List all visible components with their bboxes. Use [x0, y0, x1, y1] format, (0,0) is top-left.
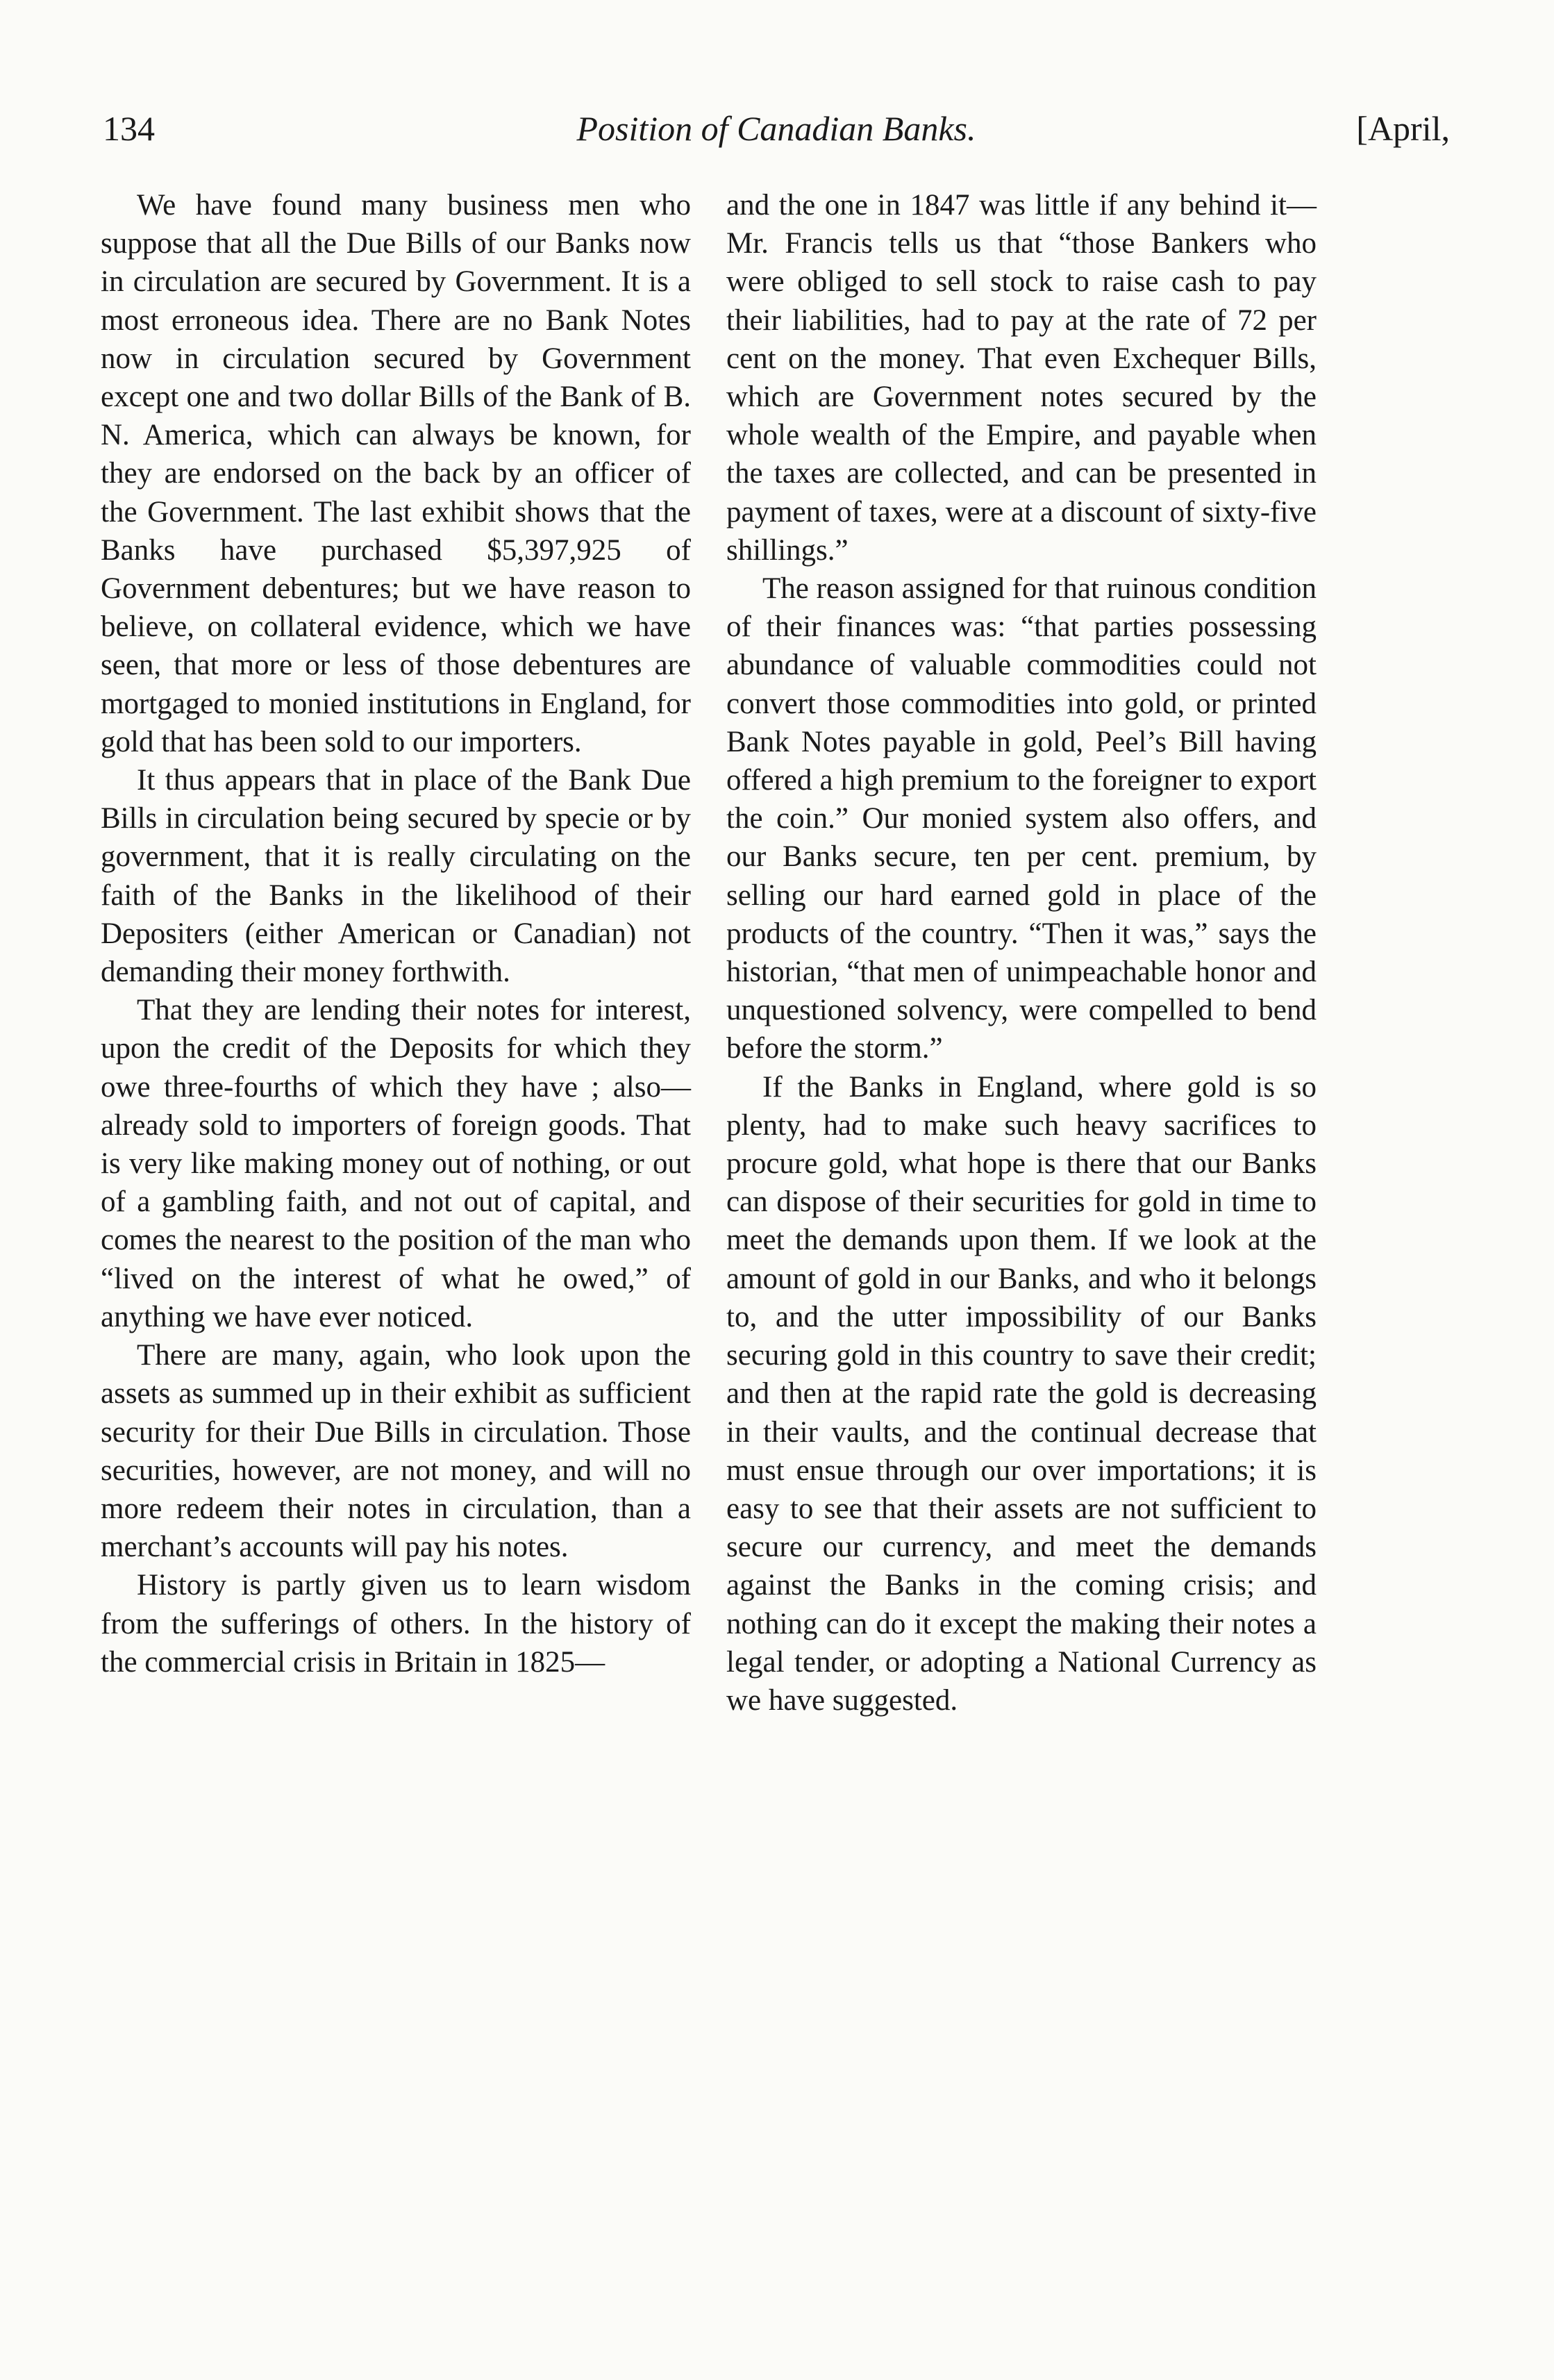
right-column [726, 186, 1317, 1720]
paragraph: We have found many business men who suppose that all the Due Bills of our Banks now in circulation are secured by Government. It is a most erroneous idea. There are no Bank Notes now in circulation secured by Government except one and two dollar Bills of the Bank of B. N. America, which can always be known, for they are endorsed on the back by an officer of the Government. The last exhibit shows that the Banks have purchased $5,397,925 of Government debentures; but we have reason to believe, on collateral evidence, which we have seen, that more or less of those debentures are mortgaged to monied institutions in England, for gold that has been sold to our importers. [101, 189, 691, 758]
paragraph: The reason assigned for that ruinous condition of their finances was: “that parties possessing abundance of valuable commodities could not convert those commodities into gold, or printed Bank Notes payable in gold, Peel’s Bill having offered a high premium to the foreigner to export the coin.” Our monied system also offers, and our Banks secure, ten per cent. premium, by selling our hard earned gold in place of the products of the country. “Then it was,” says the historian, “that men of unimpeachable honor and unquestioned solvency, were compelled to bend before the storm.” [726, 572, 1317, 1065]
left-column [101, 186, 691, 1681]
page-header [103, 104, 1450, 167]
paragraph: It thus appears that in place of the Bank Due Bills in circulation being secured by specie or by government, that it is really circulating on the faith of the Banks in the likelihood of their Depositers (either American or Canadian) not demanding their money forthwith. [101, 764, 691, 989]
paragraph: History is partly given us to learn wisdom from the sufferings of others. In the history of the commercial crisis in Britain in 1825— [101, 1569, 691, 1679]
paragraph: There are many, again, who look upon the assets as summed up in their exhibit as sufficient security for their Due Bills in circulation. Those securities, however, are not money, and will no more redeem their notes in circulation, than a merchant’s accounts will pay his notes. [101, 1339, 691, 1564]
header-date: [April, [1356, 109, 1450, 148]
running-title: Position of Canadian Banks. [576, 109, 976, 148]
paragraph-continued: and the one in 1847 was little if any behind it—Mr. Francis tells us that “those Bankers who were obliged to sell stock to raise cash to pay their liabilities, had to pay at the rate of 72 per cent on the money. That even Exchequer Bills, which are Government notes secured by the whole wealth of the Empire, and payable when the taxes are collected, and can be presented in payment of taxes, were at a discount of sixty-five shillings.” [726, 189, 1317, 567]
page-number: 134 [103, 109, 155, 148]
paragraph: That they are lending their notes for interest, upon the credit of the Deposits for which they owe three-fourths of which they have ; also— already sold to importers of foreign goods. That is very like making money out of nothing, or out of a gambling faith, and not out of capital, and comes the nearest to the position of the man who “lived on the interest of what he owed,” of anything we have ever noticed. [101, 994, 691, 1333]
paragraph: If the Banks in England, where gold is so plenty, had to make such heavy sacrifices to procure gold, what hope is there that our Banks can dispose of their securities for gold in time to meet the demands upon them. If we look at the amount of gold in our Banks, and who it belongs to, and the utter impossibility of our Banks securing gold in this country to save their credit; and then at the rapid rate the gold is decreasing in their vaults, and the continual decrease that must ensue through our over importations; it is easy to see that their assets are not sufficient to secure our currency, and meet the demands against the Banks in the coming crisis; and nothing can do it except the making their notes a legal tender, or adopting a National Currency as we have suggested. [726, 1070, 1317, 1717]
